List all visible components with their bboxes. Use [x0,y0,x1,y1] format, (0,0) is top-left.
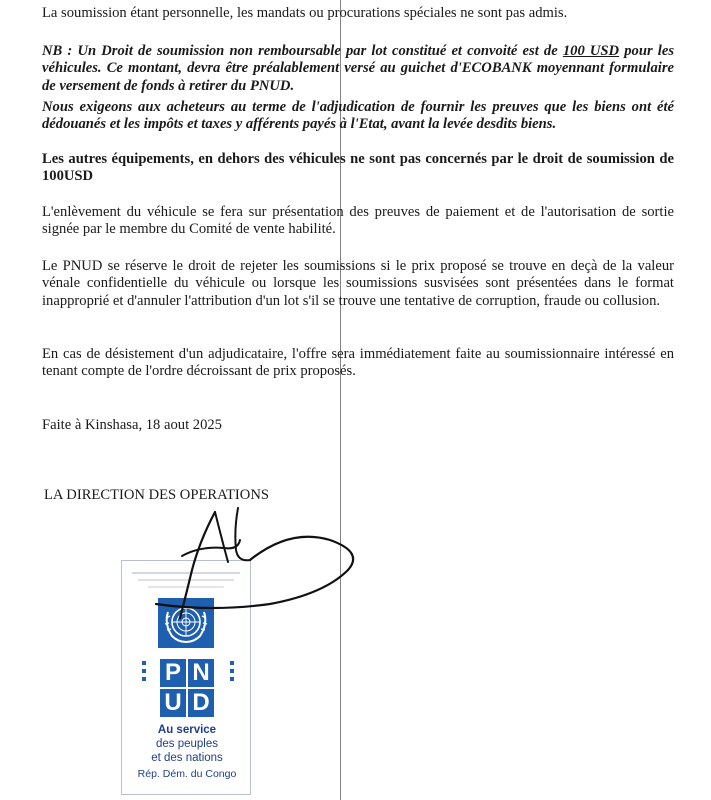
signatory-title: LA DIRECTION DES OPERATIONS [44,487,269,503]
handwritten-signature [120,500,380,630]
pnud-letter: U [160,689,186,717]
stamp-dots-right [230,661,234,687]
nb-fee-text-before: NB : Un Droit de soumission non remboursable par lot constitué et convoité est de [42,43,563,59]
pnud-logo [160,659,214,717]
nb-fee-text-after: pour les véhicules. Ce montant, devra être préalablement versé au guichet d'ECOBANK moyennant formulaire de versement de fonds à retirer du PNUD. [42,43,675,94]
place-date: Faite à Kinshasa, 18 aout 2025 [42,417,222,433]
nb-fee-amount: 100 USD [562,43,620,59]
nb-fee-paragraph [42,43,674,95]
rejection-paragraph: Le PNUD se réserve le droit de rejeter les soumissions si le prix proposé se trouve en deçà de la valeur vénale confidentielle du véhicule ou lorsque les soumissions susvisées sont présentées dans le format inapproprié et d'annuler l'attribution d'un lot s'il se trouve une tentative de corruption, fraude ou collusion. [42,258,674,309]
stamp-dots-left [142,661,146,687]
stamp-line: et des nations [151,752,223,764]
pnud-letter: P [160,659,186,687]
stamp-line: Rép. Dém. du Congo [137,768,237,780]
stamp-line: Au service [157,724,217,736]
stamp-line: des peuples [155,738,219,750]
pnud-letter: N [188,659,214,687]
other-equipment-paragraph: Les autres équipements, en dehors des véhicules ne sont pas concernés par le droit de soumission de 100USD [42,151,674,185]
intro-paragraph: La soumission étant personnelle, les mandats ou procurations spéciales ne sont pas admis. [42,5,568,21]
customs-proof-paragraph: Nous exigeons aux acheteurs au terme de l'adjudication de fournir les preuves que les biens ont été dédouanés et les impôts et taxes y afférents payés à l'Etat, avant la levée desdits biens. [42,99,674,133]
pnud-letter: D [188,689,214,717]
withdrawal-paragraph: En cas de désistement d'un adjudicataire, l'offre sera immédiatement faite au soumissionnaire intéressé en tenant compte de l'ordre décroissant de prix proposés. [42,346,674,380]
removal-paragraph: L'enlèvement du véhicule se fera sur présentation des preuves de paiement et de l'autorisation de sortie signée par le membre du Comité de vente habilité. [42,204,674,238]
